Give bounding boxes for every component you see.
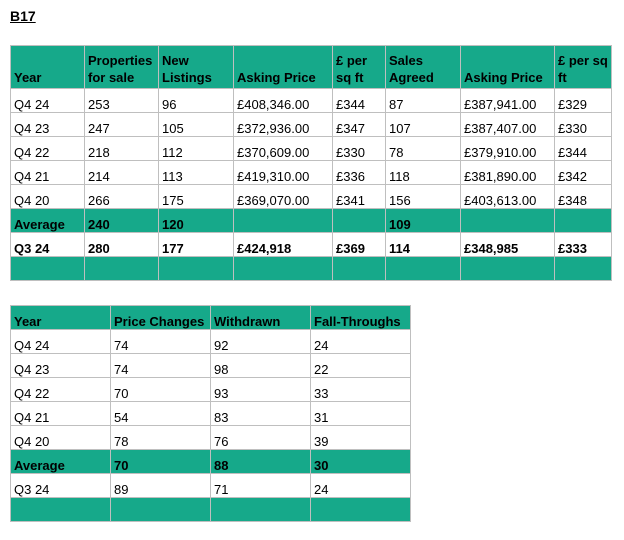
average-cell: Average: [11, 450, 111, 474]
table-cell: 118: [386, 161, 461, 185]
table-cell: 78: [111, 426, 211, 450]
table-cell: £329: [555, 89, 612, 113]
table-cell: 214: [85, 161, 159, 185]
empty-cell: [11, 498, 111, 522]
current-cell: 71: [211, 474, 311, 498]
header-cell: £ per sq ft: [555, 46, 612, 89]
current-cell: £348,985: [461, 233, 555, 257]
header-cell: Year: [11, 306, 111, 330]
table-cell: £372,936.00: [234, 113, 333, 137]
empty-cell: [111, 498, 211, 522]
table-row: [11, 185, 612, 209]
average-cell: [555, 209, 612, 233]
market-stats-table: [10, 45, 612, 281]
table-cell: 31: [311, 402, 411, 426]
table-row: [11, 378, 411, 402]
table-cell: 96: [159, 89, 234, 113]
current-cell: 24: [311, 474, 411, 498]
table-cell: £387,407.00: [461, 113, 555, 137]
table-cell: £370,609.00: [234, 137, 333, 161]
table-cell: Q4 20: [11, 426, 111, 450]
average-cell: Average: [11, 209, 85, 233]
current-cell: 114: [386, 233, 461, 257]
table-cell: 24: [311, 330, 411, 354]
header-cell: Fall-Throughs: [311, 306, 411, 330]
table-row: [11, 89, 612, 113]
empty-cell: [386, 257, 461, 281]
empty-cell: [333, 257, 386, 281]
table-cell: Q4 23: [11, 354, 111, 378]
table-cell: 54: [111, 402, 211, 426]
table-cell: 218: [85, 137, 159, 161]
empty-cell: [234, 257, 333, 281]
table-row: [11, 402, 411, 426]
table-row: [11, 354, 411, 378]
table-row: [11, 330, 411, 354]
table-cell: 113: [159, 161, 234, 185]
document-title: B17: [10, 8, 36, 24]
table-cell: 175: [159, 185, 234, 209]
current-cell: Q3 24: [11, 474, 111, 498]
table-cell: 39: [311, 426, 411, 450]
empty-footer-row: [11, 257, 612, 281]
average-cell: 240: [85, 209, 159, 233]
listing-changes-table: [10, 305, 411, 522]
table-cell: 156: [386, 185, 461, 209]
table-cell: £419,310.00: [234, 161, 333, 185]
current-cell: £369: [333, 233, 386, 257]
table-cell: 92: [211, 330, 311, 354]
current-cell: 89: [111, 474, 211, 498]
header-row: [11, 306, 411, 330]
header-cell: Price Changes: [111, 306, 211, 330]
empty-cell: [159, 257, 234, 281]
table-cell: £387,941.00: [461, 89, 555, 113]
table-cell: 22: [311, 354, 411, 378]
table-cell: Q4 20: [11, 185, 85, 209]
average-row: [11, 209, 612, 233]
empty-cell: [311, 498, 411, 522]
table-cell: 70: [111, 378, 211, 402]
table-cell: Q4 23: [11, 113, 85, 137]
average-cell: 88: [211, 450, 311, 474]
table-cell: 83: [211, 402, 311, 426]
table-cell: Q4 24: [11, 330, 111, 354]
table-cell: Q4 22: [11, 137, 85, 161]
table-cell: 78: [386, 137, 461, 161]
header-cell: New Listings: [159, 46, 234, 89]
header-cell: Withdrawn: [211, 306, 311, 330]
average-cell: 70: [111, 450, 211, 474]
table-cell: 105: [159, 113, 234, 137]
current-cell: Q3 24: [11, 233, 85, 257]
table-cell: 74: [111, 330, 211, 354]
table-cell: £330: [333, 137, 386, 161]
table-cell: Q4 22: [11, 378, 111, 402]
header-cell: £ per sq ft: [333, 46, 386, 89]
empty-cell: [85, 257, 159, 281]
current-cell: 280: [85, 233, 159, 257]
table-cell: Q4 21: [11, 161, 85, 185]
table-row: [11, 426, 411, 450]
average-cell: 30: [311, 450, 411, 474]
table-cell: £342: [555, 161, 612, 185]
current-cell: 177: [159, 233, 234, 257]
table-cell: £381,890.00: [461, 161, 555, 185]
table-cell: 266: [85, 185, 159, 209]
table-cell: Q4 21: [11, 402, 111, 426]
header-cell: Properties for sale: [85, 46, 159, 89]
table-cell: 247: [85, 113, 159, 137]
empty-cell: [555, 257, 612, 281]
header-cell: Year: [11, 46, 85, 89]
table-row: [11, 161, 612, 185]
table-cell: £408,346.00: [234, 89, 333, 113]
average-cell: [333, 209, 386, 233]
empty-cell: [11, 257, 85, 281]
table-cell: £344: [555, 137, 612, 161]
empty-cell: [461, 257, 555, 281]
header-cell: Sales Agreed: [386, 46, 461, 89]
table-cell: 112: [159, 137, 234, 161]
table-row: [11, 137, 612, 161]
table-cell: 87: [386, 89, 461, 113]
average-cell: [234, 209, 333, 233]
table-cell: £347: [333, 113, 386, 137]
table-cell: 76: [211, 426, 311, 450]
table-cell: £379,910.00: [461, 137, 555, 161]
table-cell: 253: [85, 89, 159, 113]
average-cell: [461, 209, 555, 233]
header-cell: Asking Price: [234, 46, 333, 89]
table-cell: 33: [311, 378, 411, 402]
table-cell: £369,070.00: [234, 185, 333, 209]
table-cell: £341: [333, 185, 386, 209]
header-cell: Asking Price: [461, 46, 555, 89]
current-cell: £333: [555, 233, 612, 257]
empty-footer-row: [11, 498, 411, 522]
current-cell: £424,918: [234, 233, 333, 257]
empty-cell: [211, 498, 311, 522]
table-row: [11, 113, 612, 137]
table-cell: £336: [333, 161, 386, 185]
header-row: [11, 46, 612, 89]
table-cell: 93: [211, 378, 311, 402]
average-cell: 109: [386, 209, 461, 233]
average-cell: 120: [159, 209, 234, 233]
table-cell: £344: [333, 89, 386, 113]
table-cell: 107: [386, 113, 461, 137]
table-cell: £348: [555, 185, 612, 209]
table-cell: £403,613.00: [461, 185, 555, 209]
table-cell: 98: [211, 354, 311, 378]
table-cell: Q4 24: [11, 89, 85, 113]
current-quarter-row: [11, 474, 411, 498]
average-row: [11, 450, 411, 474]
table-cell: 74: [111, 354, 211, 378]
current-quarter-row: [11, 233, 612, 257]
table-cell: £330: [555, 113, 612, 137]
